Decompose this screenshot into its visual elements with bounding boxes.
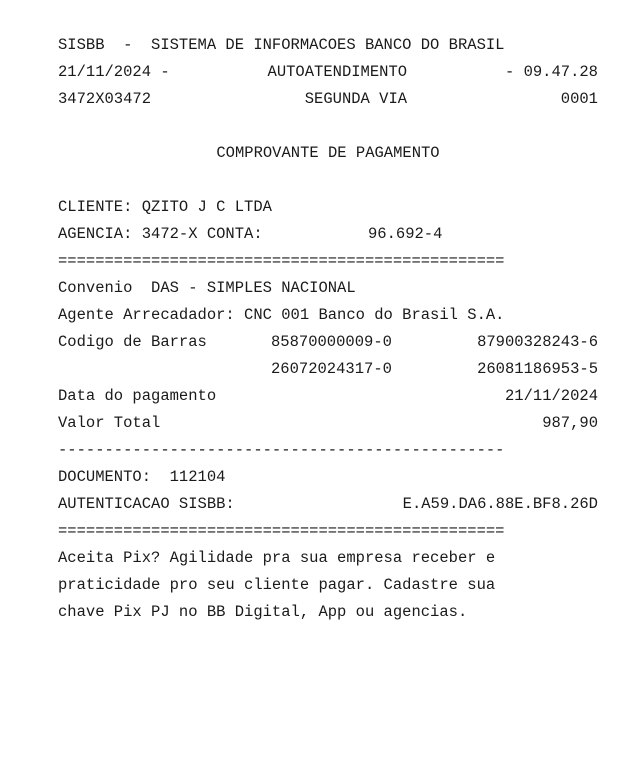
- barcode-row-1: [58, 329, 598, 356]
- terminal-id: 3472X03472: [58, 90, 152, 108]
- payment-date-label: Data do pagamento: [58, 387, 217, 405]
- payment-receipt: [58, 32, 598, 626]
- double-separator: ================================================: [58, 252, 505, 270]
- document-number: DOCUMENTO: 112104: [58, 468, 226, 486]
- authentication-code: E.A59.DA6.88E.BF8.26D: [402, 495, 598, 513]
- spacer: [58, 113, 598, 140]
- total-row: [58, 410, 598, 437]
- header-date: 21/11/2024 -: [58, 63, 170, 81]
- authentication-row: [58, 491, 598, 518]
- sequence-number: 0001: [560, 90, 598, 108]
- authentication-label: AUTENTICACAO SISBB:: [58, 495, 235, 513]
- barcode-label: Codigo de Barras: [58, 333, 207, 351]
- pix-promo-line: Aceita Pix? Agilidade pra sua empresa receber e: [58, 549, 496, 567]
- total-value: 987,90: [542, 414, 598, 432]
- header-time: - 09.47.28: [504, 63, 598, 81]
- pix-promo-line: praticidade pro seu cliente pagar. Cadastre sua: [58, 576, 496, 594]
- client-name: CLIENTE: QZITO J C LTDA: [58, 198, 272, 216]
- spacer: [58, 167, 598, 194]
- receipt-title: COMPROVANTE DE PAGAMENTO: [216, 144, 440, 162]
- header-terminal-row: [58, 86, 598, 113]
- single-separator: ------------------------------------------------: [58, 441, 505, 459]
- total-label: Valor Total: [58, 414, 161, 432]
- double-separator: ================================================: [58, 522, 505, 540]
- barcode-segment: 26081186953-5: [477, 360, 598, 378]
- account-number: 96.692-4: [368, 225, 443, 243]
- payment-date-value: 21/11/2024: [504, 387, 598, 405]
- system-name: SISBB - SISTEMA DE INFORMACOES BANCO DO BRASIL: [58, 36, 505, 54]
- barcode-row-2: [58, 356, 598, 383]
- agency-label: AGENCIA: 3472-X CONTA:: [58, 225, 263, 243]
- convenio-line: Convenio DAS - SIMPLES NACIONAL: [58, 279, 356, 297]
- header-channel: AUTOATENDIMENTO: [267, 63, 408, 81]
- barcode-segment: 85870000009-0: [271, 333, 392, 351]
- pix-promo-line: chave Pix PJ no BB Digital, App ou agencias.: [58, 603, 468, 621]
- agent-line: Agente Arrecadador: CNC 001 Banco do Brasil S.A.: [58, 306, 505, 324]
- header-date-row: [58, 59, 598, 86]
- barcode-segment: 87900328243-6: [477, 333, 598, 351]
- copy-type: SEGUNDA VIA: [304, 90, 408, 108]
- barcode-segment: 26072024317-0: [271, 360, 392, 378]
- payment-date-row: [58, 383, 598, 410]
- agency-account-row: [58, 221, 598, 248]
